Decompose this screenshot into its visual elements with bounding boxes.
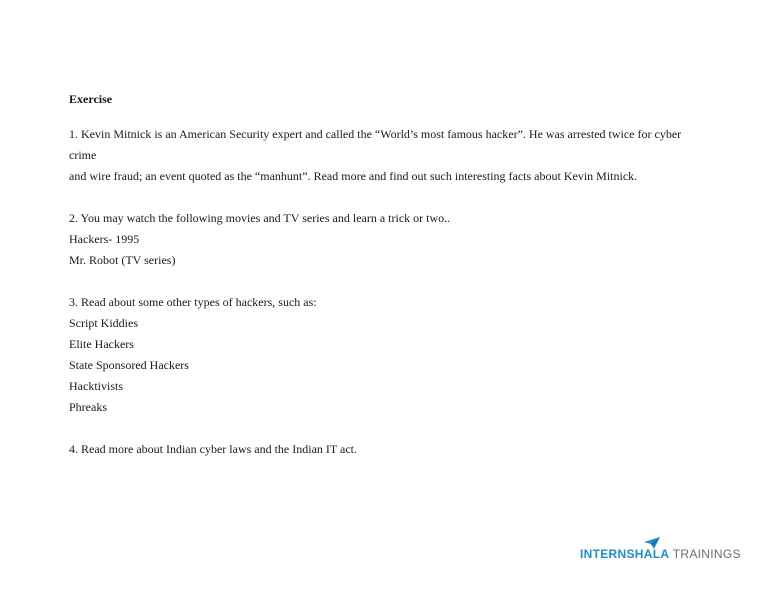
internshala-logo — [580, 537, 741, 563]
item-3-entry-script-kiddies: Script Kiddies — [69, 316, 138, 330]
item-2-intro: 2. You may watch the following movies and TV series and learn a trick or two.. — [69, 211, 451, 225]
logo-part-intern: INTERN — [580, 547, 627, 561]
item-3-intro: 3. Read about some other types of hackers, such as: — [69, 295, 317, 309]
item-3-entry-hacktivists: Hacktivists — [69, 379, 123, 393]
logo-part-shala: SHALA — [626, 547, 670, 561]
item-3-entry-elite-hackers: Elite Hackers — [69, 337, 134, 351]
item-2-entry-hackers: Hackers- 1995 — [69, 232, 140, 246]
item-1-line-1: 1. Kevin Mitnick is an American Security expert and called the “World’s most famous hacker”. He was arrested twice for cyber crime — [69, 127, 682, 162]
item-3-entry-state-sponsored: State Sponsored Hackers — [69, 358, 189, 372]
logo-wordmark — [580, 547, 741, 561]
logo-part-trainings: TRAININGS — [669, 547, 741, 561]
item-1-line-2: and wire fraud; an event quoted as the “manhunt”. Read more and find out such interesting facts about Kevin Mitnick. — [69, 169, 638, 183]
exercise-content — [69, 89, 709, 460]
item-3-entry-phreaks: Phreaks — [69, 400, 107, 414]
item-2-entry-mr-robot: Mr. Robot (TV series) — [69, 253, 176, 267]
item-4-text: 4. Read more about Indian cyber laws and the Indian IT act. — [69, 442, 358, 456]
exercise-heading: Exercise — [69, 92, 113, 106]
